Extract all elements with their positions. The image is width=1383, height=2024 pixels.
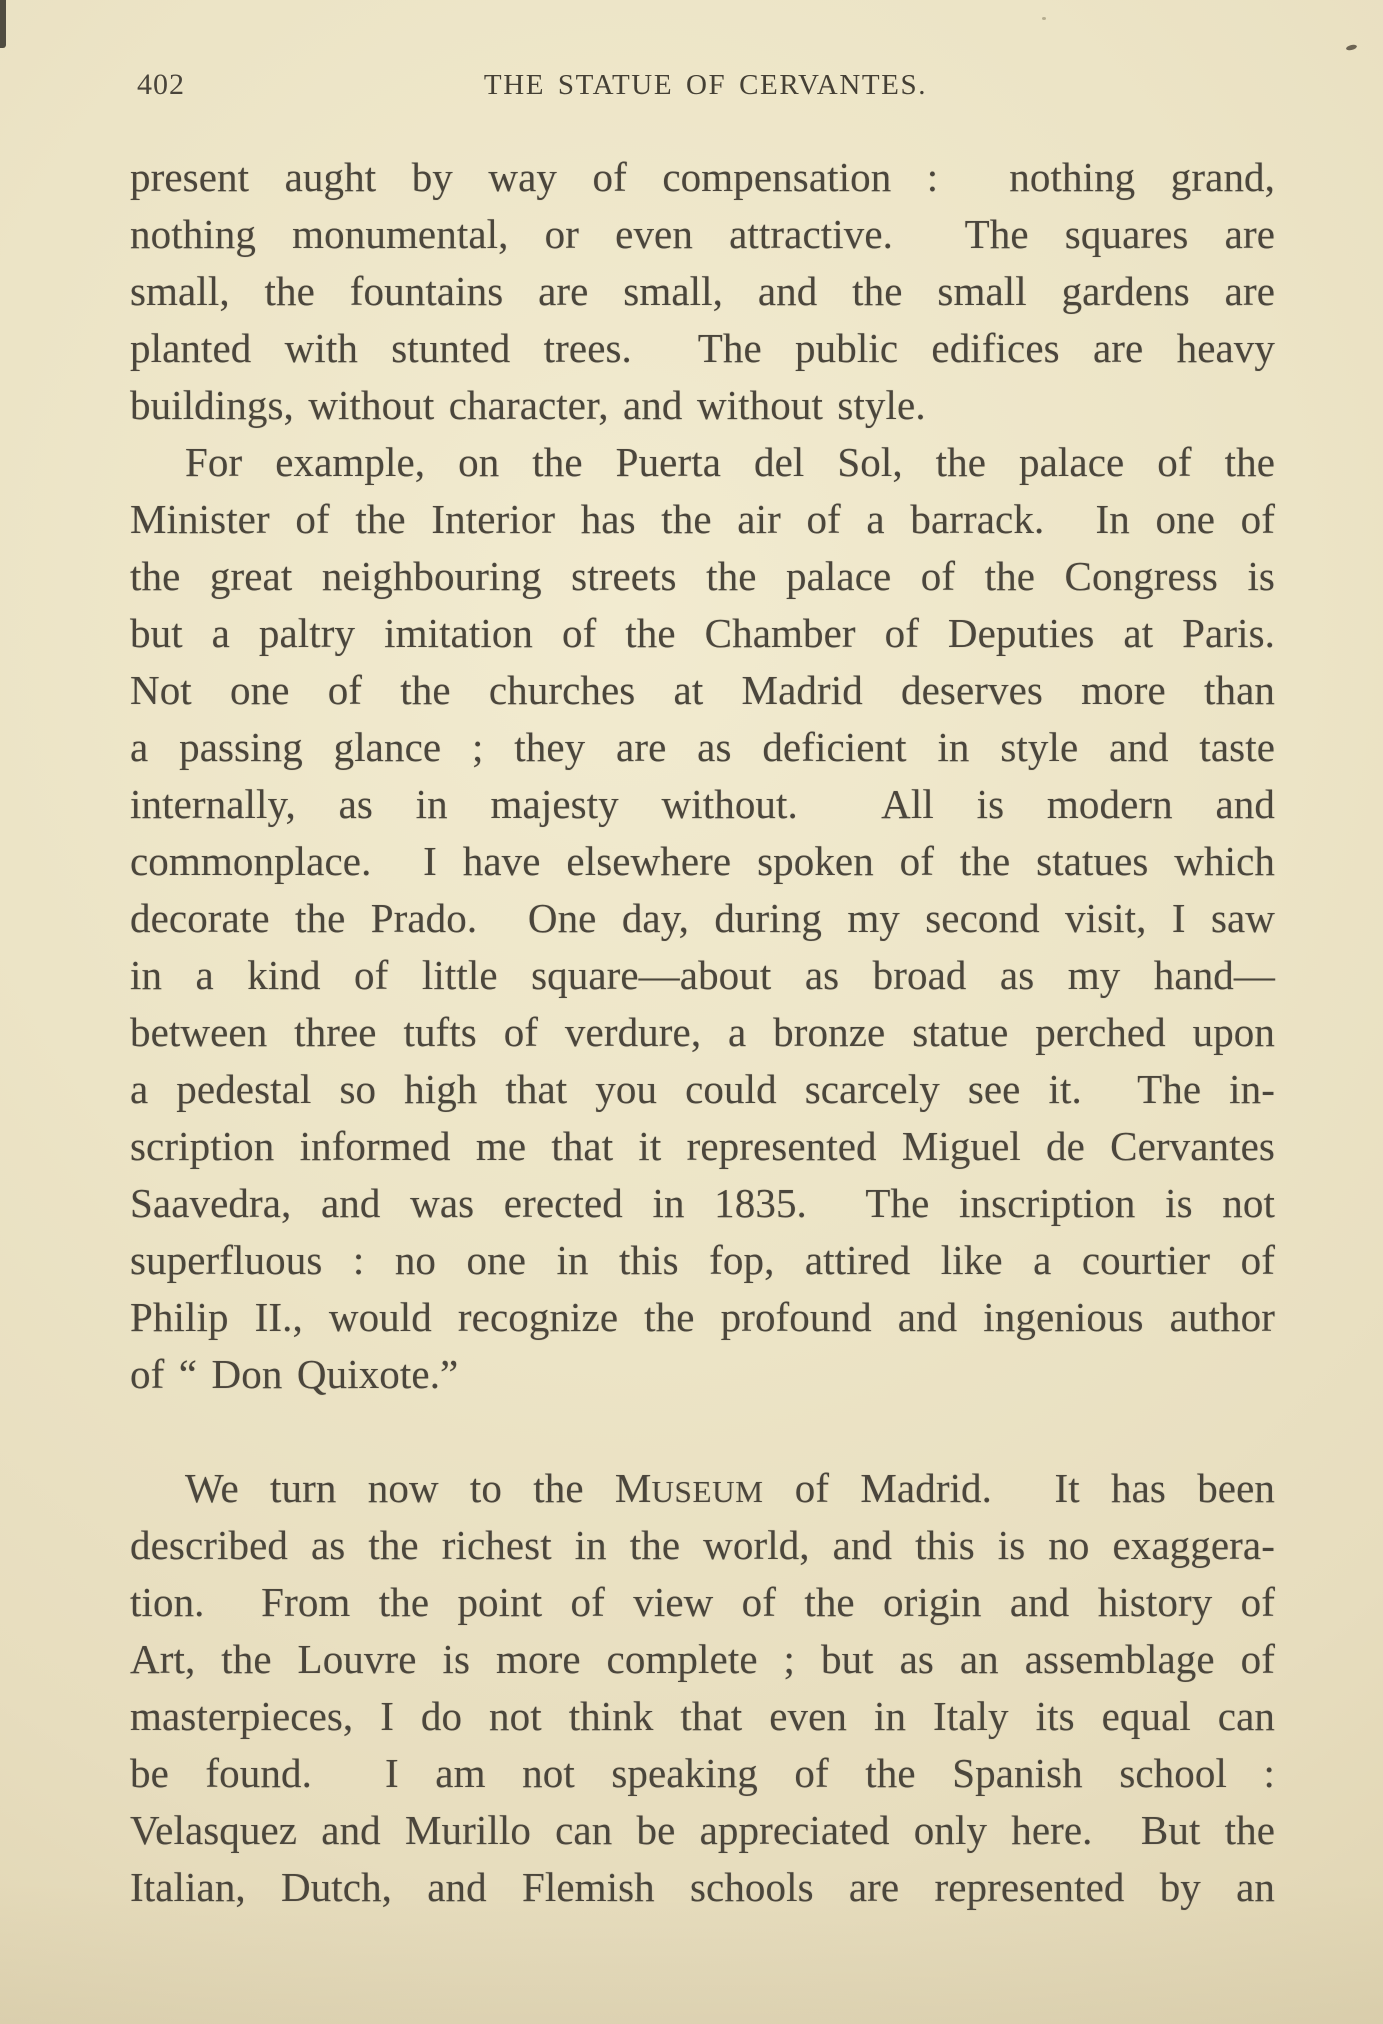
text-line: superfluous : no one in this fop, attired like a courtier of bbox=[130, 1237, 1275, 1283]
running-head bbox=[0, 68, 1383, 108]
text-line bbox=[130, 1460, 1275, 1517]
text-segment: We turn now to the bbox=[185, 1465, 615, 1511]
text-line: the great neighbouring streets the palace of the Congress is bbox=[130, 553, 1275, 599]
ink-speck bbox=[1346, 44, 1358, 52]
text-line: Art, the Louvre is more complete ; but as an assemblage of bbox=[130, 1636, 1275, 1682]
text-block bbox=[130, 149, 1275, 1916]
text-line: decorate the Prado. One day, during my second visit, I saw bbox=[130, 895, 1275, 941]
text-line: between three tufts of verdure, a bronze statue perched upon bbox=[130, 1009, 1275, 1055]
scan-edge-artifact bbox=[0, 0, 6, 48]
text-segment: of Madrid. It has been bbox=[763, 1465, 1275, 1511]
text-line: buildings, without character, and without style. bbox=[130, 382, 926, 428]
text-line: small, the fountains are small, and the small gardens are bbox=[130, 268, 1275, 314]
text-line: but a paltry imitation of the Chamber of Deputies at Paris. bbox=[130, 610, 1275, 656]
text-line: described as the richest in the world, and this is no exaggera- bbox=[130, 1522, 1275, 1568]
text-line: planted with stunted trees. The public edifices are heavy bbox=[130, 325, 1275, 371]
running-title: THE STATUE OF CERVANTES. bbox=[483, 69, 928, 101]
text-line: nothing monumental, or even attractive. The squares are bbox=[130, 211, 1275, 257]
text-line: be found. I am not speaking of the Spanish school : bbox=[130, 1750, 1275, 1796]
text-line: internally, as in majesty without. All is modern and bbox=[130, 781, 1275, 827]
text-line: a pedestal so high that you could scarcely see it. The in- bbox=[130, 1066, 1275, 1112]
smallcaps-initial: M bbox=[614, 1465, 652, 1511]
text-line: Not one of the churches at Madrid deserves more than bbox=[130, 667, 1275, 713]
text-line: Velasquez and Murillo can be appreciated only here. But the bbox=[130, 1807, 1275, 1853]
paper-speck bbox=[1042, 17, 1046, 20]
text-line: of “ Don Quixote.” bbox=[130, 1351, 459, 1397]
text-line: a passing glance ; they are as deficient in style and taste bbox=[130, 724, 1275, 770]
text-line: tion. From the point of view of the origin and history of bbox=[130, 1579, 1275, 1625]
text-line: scription informed me that it represented Miguel de Cervantes bbox=[130, 1123, 1275, 1169]
text-line: commonplace. I have elsewhere spoken of the statues which bbox=[130, 838, 1275, 884]
text-line: masterpieces, I do not think that even in Italy its equal can bbox=[130, 1693, 1275, 1739]
text-line: in a kind of little square—about as broad as my hand— bbox=[130, 952, 1275, 998]
text-line: present aught by way of compensation : nothing grand, bbox=[130, 154, 1275, 200]
text-line: Minister of the Interior has the air of a barrack. In one of bbox=[130, 496, 1275, 542]
text-line: Saavedra, and was erected in 1835. The inscription is not bbox=[130, 1180, 1275, 1226]
page-number: 402 bbox=[137, 68, 185, 101]
text-line: For example, on the Puerta del Sol, the palace of the bbox=[185, 439, 1275, 485]
smallcaps-word: USEUM bbox=[651, 1474, 764, 1509]
text-line: Italian, Dutch, and Flemish schools are represented by an bbox=[130, 1864, 1275, 1910]
text-line: Philip II., would recognize the profound and ingenious author bbox=[130, 1294, 1275, 1340]
